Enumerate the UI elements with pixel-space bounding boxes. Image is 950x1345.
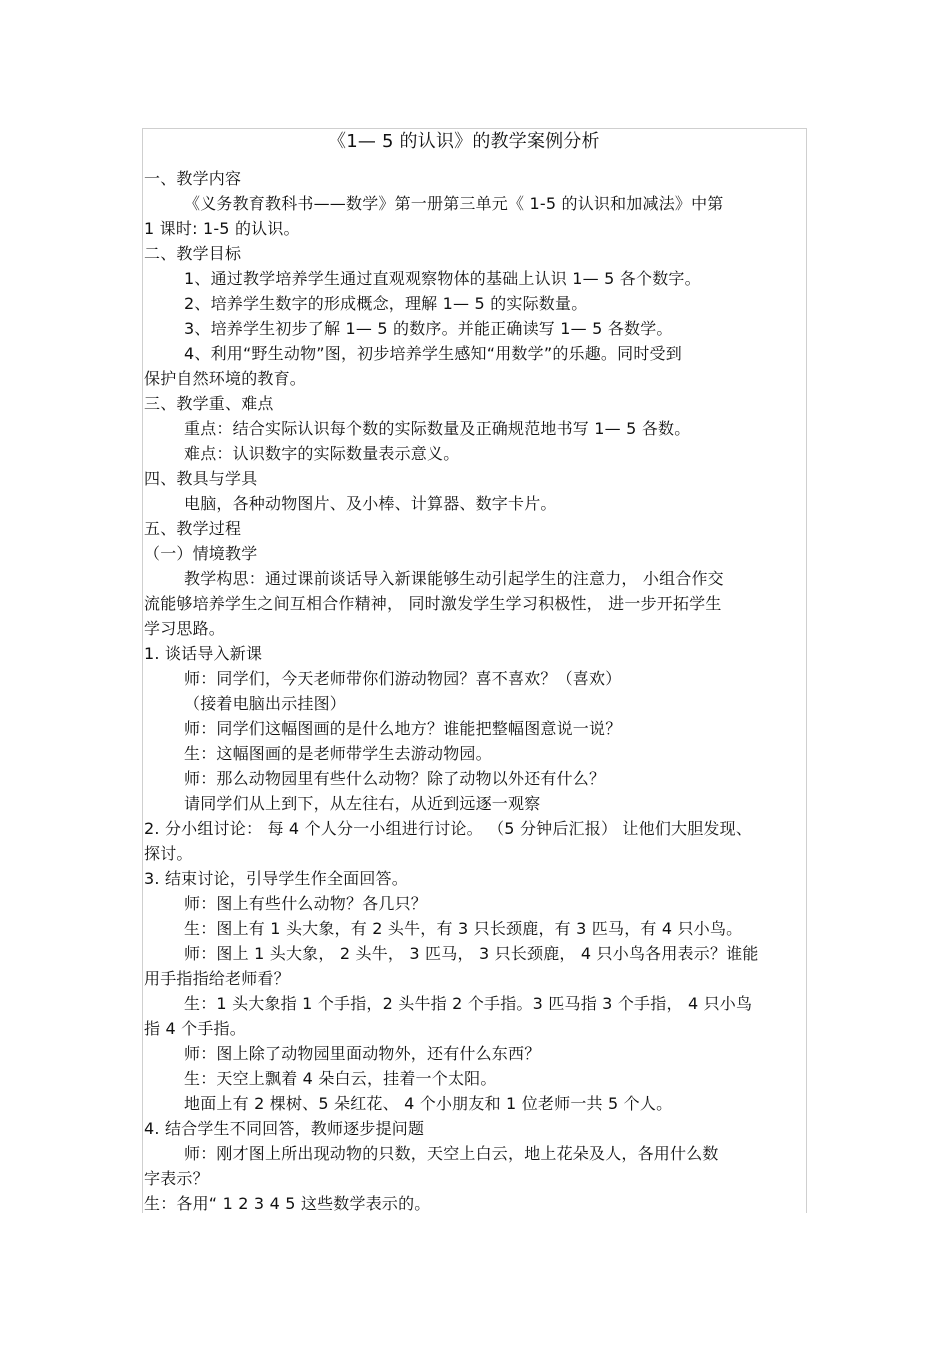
step-heading: 4. 结合学生不同回答，教师逐步提问题 — [144, 1119, 425, 1138]
section-heading-content: 一、教学内容 — [144, 169, 242, 188]
step-heading: 3. 结束讨论，引导学生作全面回答。 — [144, 869, 408, 888]
dialogue-line: 生：图上有 1 头大象，有 2 头牛，有 3 只长颈鹿，有 3 匹马，有 4 只小鸟。 — [184, 919, 743, 938]
paragraph-line: 《义务教育教科书——数学》第一册第三单元《 1-5 的认识和加减法》中第 — [184, 194, 724, 213]
dialogue-line: 师：图上有些什么动物？各几只？ — [184, 894, 428, 913]
objective-item: 4、利用“野生动物”图，初步培养学生感知“用数学”的乐趣。同时受到 — [184, 344, 682, 363]
section-heading-tools: 四、教具与学具 — [144, 469, 258, 488]
paragraph-line: 保护自然环境的教育。 — [144, 369, 307, 388]
dialogue-line: 请同学们从上到下，从左往右，从近到远逐一观察 — [184, 794, 541, 813]
dialogue-line: 地面上有 2 棵树、5 朵红花、 4 个小朋友和 1 位老师一共 5 个人。 — [184, 1094, 673, 1113]
objective-item: 1、通过教学培养学生通过直观观察物体的基础上认识 1— 5 各个数字。 — [184, 269, 701, 288]
dialogue-line: 师：图上除了动物园里面动物外，还有什么东西？ — [184, 1044, 541, 1063]
dialogue-line: 师：图上 1 头大象， 2 头牛， 3 匹马， 3 只长颈鹿， 4 只小鸟各用表示？谁能 — [184, 944, 759, 963]
objective-item: 3、培养学生初步了解 1— 5 的数序。并能正确读写 1— 5 各数学。 — [184, 319, 673, 338]
paragraph-line: 教学构思：通过课前谈话导入新课能够生动引起学生的注意力， 小组合作交 — [184, 569, 724, 588]
paragraph-line: 指 4 个手指。 — [144, 1019, 246, 1038]
paragraph-line: 学习思路。 — [144, 619, 226, 638]
section-heading-process: 五、教学过程 — [144, 519, 242, 538]
paragraph-line: 1 课时: 1-5 的认识。 — [144, 219, 300, 238]
paragraph-line: 字表示？ — [144, 1169, 209, 1188]
paragraph-line: 电脑，各种动物图片、及小棒、计算器、数字卡片。 — [184, 494, 557, 513]
step-heading: 2. 分小组讨论： 每 4 个人分一小组进行讨论。 （5 分钟后汇报） 让他们大胆发现、 — [144, 819, 753, 838]
section-heading-objectives: 二、教学目标 — [144, 244, 242, 263]
step-heading: 1. 谈话导入新课 — [144, 644, 263, 663]
dialogue-line: 生：各用“ 1 2 3 4 5 这些数学表示的。 — [144, 1194, 431, 1213]
difficulty-line: 难点：认识数字的实际数量表示意义。 — [184, 444, 460, 463]
dialogue-line: 师：同学们，今天老师带你们游动物园？喜不喜欢？（喜欢） — [184, 669, 622, 688]
objective-item: 2、培养学生数字的形成概念，理解 1— 5 的实际数量。 — [184, 294, 588, 313]
dialogue-line: （接着电脑出示挂图） — [184, 694, 347, 713]
paragraph-line: 用手指指给老师看？ — [144, 969, 290, 988]
dialogue-line: 师：刚才图上所出现动物的只数，天空上白云，地上花朵及人，各用什么数 — [184, 1144, 719, 1163]
subsection-heading: （一）情境教学 — [144, 544, 258, 563]
key-point-line: 重点：结合实际认识每个数的实际数量及正确规范地书写 1— 5 各数。 — [184, 419, 691, 438]
section-heading-key-points: 三、教学重、难点 — [144, 394, 274, 413]
paragraph-line: 探讨。 — [144, 844, 193, 863]
dialogue-line: 师：那么动物园里有些什么动物？除了动物以外还有什么？ — [184, 769, 606, 788]
dialogue-line: 生：这幅图画的是老师带学生去游动物园。 — [184, 744, 492, 763]
paragraph-line: 流能够培养学生之间互相合作精神， 同时激发学生学习积极性， 进一步开拓学生 — [144, 594, 722, 613]
dialogue-line: 生：天空上飘着 4 朵白云，挂着一个太阳。 — [184, 1069, 497, 1088]
dialogue-line: 生：1 头大象指 1 个手指，2 头牛指 2 个手指。3 匹马指 3 个手指， 4 只小鸟 — [184, 994, 753, 1013]
document-title: 《1— 5 的认识》的教学案例分析 — [328, 131, 600, 152]
dialogue-line: 师：同学们这幅图画的是什么地方？谁能把整幅图意说一说？ — [184, 719, 622, 738]
